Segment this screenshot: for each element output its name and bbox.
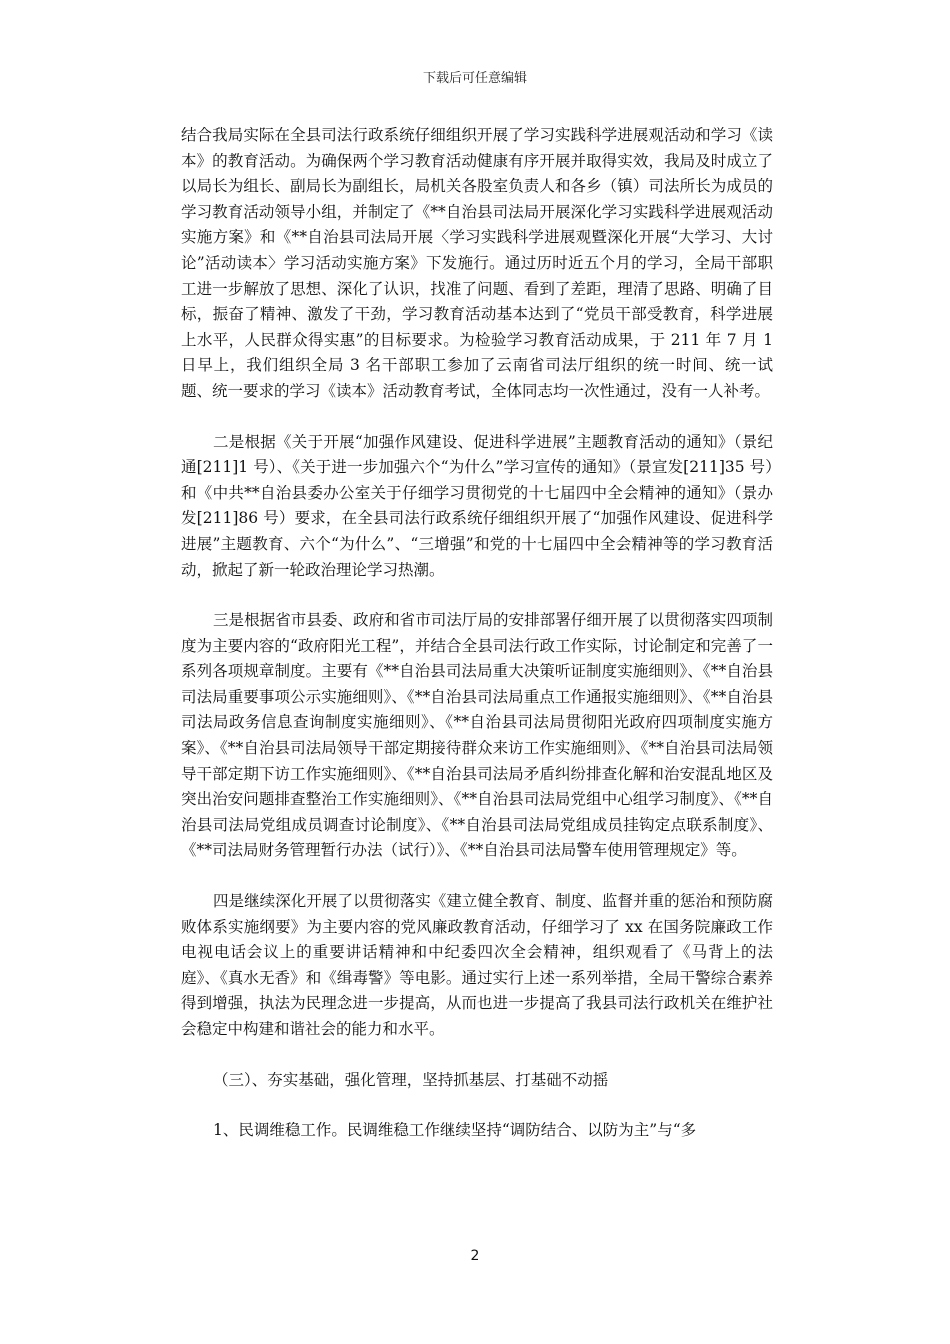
page-number: 2 bbox=[470, 1248, 480, 1264]
paragraph-point-three: 三是根据省市县委、政府和省市司法厅局的安排部署仔细开展了以贯彻落实四项制度为主要内容的“政府阳光工程”，并结合全县司法行政工作实际，讨论制定和完善了一系列各项规章制度。主要有《**自治县司法局重大决策听证制度实施细则》、《**自治县司法局重要事项公示实施细则》、《**自治县司法局重点工作通报实施细则》、《**自治县司法局政务信息查询制度实施细则》、《**自治县司法局贯彻阳光政府四项制度实施方案》、《**自治县司法局领导干部定期接待群众来访工作实施细则》、《**自治县司法局领导干部定期下访工作实施细则》、《**自治县司法局矛盾纠纷排查化解和治安混乱地区及突出治安问题排查整治工作实施细则》、《**自治县司法局党组中心组学习制度》、《**自治县司法局党组成员调查讨论制度》、《**自治县司法局党组成员挂钩定点联系制度》、《**司法局财务管理暂行办法（试行）》、《**自治县司法局警车使用管理规定》等。 bbox=[181, 611, 773, 860]
paragraph-item-one: 1、民调维稳工作。民调维稳工作继续坚持“调防结合、以防为主”与“多 bbox=[213, 1121, 697, 1140]
section-heading: （三）、夯实基础，强化管理，坚持抓基层、打基础不动摇 bbox=[213, 1070, 609, 1089]
paragraph-continuation: 结合我局实际在全县司法行政系统仔细组织开展了学习实践科学进展观活动和学习《读本》的教育活动。为确保两个学习教育活动健康有序开展并取得实效，我局及时成立了以局长为组长、副局长为副组长，局机关各股室负责人和各乡（镇）司法所长为成员的学习教育活动领导小组，并制定了《**自治县司法局开展深化学习实践科学进展观活动实施方案》和《**自治县司法局开展〈学习实践科学进展观暨深化开展“大学习、大讨论”活动读本〉学习活动实施方案》下发施行。通过历时近五个月的学习，全局干部职工进一步解放了思想、深化了认识，找准了问题、看到了差距，理清了思路、明确了目标，振奋了精神、激发了干劲，学习教育活动基本达到了“党员干部受教育，科学进展上水平，人民群众得实惠”的目标要求。为检验学习教育活动成果，于 211 年 7 月 1 日早上，我们组织全局 3 名干部职工参加了云南省司法厅组织的统一时间、统一试题、统一要求的学习《读本》活动教育考试，全体同志均一次性通过，没有一人补考。 bbox=[181, 126, 773, 400]
paragraph-point-four: 四是继续深化开展了以贯彻落实《建立健全教育、制度、监督并重的惩治和预防腐败体系实施纲要》为主要内容的党风廉政教育活动，仔细学习了 xx 在国务院廉政工作电视电话会议上的重要讲话精神和中纪委四次全会精神，组织观看了《马背上的法庭》、《真水无香》和《缉毒警》等电影。通过实行上述一系列举措，全局干警综合素养得到增强，执法为民理念进一步提高，从而也进一步提高了我县司法行政机关在维护社会稳定中构建和谐社会的能力和水平。 bbox=[181, 892, 773, 1038]
header-note: 下载后可任意编辑 bbox=[422, 71, 527, 86]
paragraph-point-two: 二是根据《关于开展“加强作风建设、促进科学进展”主题教育活动的通知》（景纪通[211]1 号）、《关于进一步加强六个“为什么”学习宣传的通知》（景宣发[211]35 号）和《中共**自治县委办公室关于仔细学习贯彻党的十七届四中全会精神的通知》（景办发[211]86 号）要求，在全县司法行政系统仔细组织开展了“加强作风建设、促进科学进展”主题教育、六个“为什么”、“三增强”和党的十七届四中全会精神等的学习教育活动，掀起了新一轮政治理论学习热潮。 bbox=[181, 432, 773, 579]
document-body bbox=[181, 123, 773, 1144]
